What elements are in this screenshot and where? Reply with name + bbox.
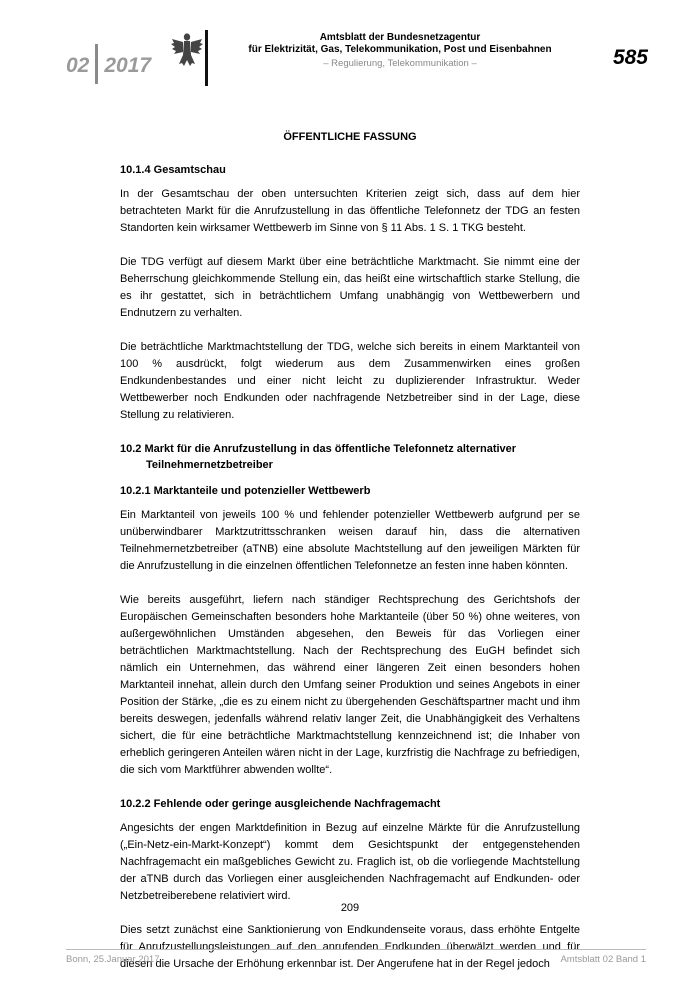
footer-divider bbox=[66, 949, 646, 950]
paragraph: Wie bereits ausgeführt, liefern nach ständiger Rechtsprechung des Gerichtshofs der Europäischen Gemeinschaften besonders hohe Marktanteile (über 50 %) ohne weiteres, von außergewöhnlichen Umständen abgesehen, den Beweis für das Vorliegen einer beträchtlichen Marktmachtstellung. Nach der Rechtsprechung des EuGH befindet sich nämlich ein Unternehmen, das während einer längeren Zeit einen besonders hohen Marktanteil innehat, allein durch den Umfang seiner Produktion und seines Angebots in einer Position der Stärke, „die es zu einem nicht zu übergehenden Geschäftspartner macht und ihm bereits deswegen, jedenfalls während relativ langer Zeit, die Unabhängigkeit des Verhaltens sichert, die für eine beträchtliche Marktmachtstellung kennzeichnend ist; die Inhaber von erheblich geringeren Anteilen wären nicht in der Lage, kurzfristig die Nachfrage zu befriedigen, die sich vom Marktführer abwenden wollte“. bbox=[120, 594, 580, 776]
paragraph: Die TDG verfügt auf diesem Markt über eine beträchtliche Marktmacht. Sie nimmt eine der Beherrschung gleichkommende Stellung ein, das heißt eine wirtschaftlich starke Stellung, die es ihr gestattet, sich in beträchtlichem Umfang unabhängig von Wettbewerbern und Endnutzern zu verhalten. bbox=[120, 256, 580, 319]
publication-subtitle: – Regulierung, Telekommunikation – bbox=[323, 58, 477, 69]
issue-year: 2017 bbox=[104, 54, 152, 77]
paragraph: Dies setzt zunächst eine Sanktionierung von Endkundenseite voraus, dass erhöhte Entgelte für Anrufzustellungsleistungen auf den anrufenden Endkunden überwälzt werden und für diesen die Ursache der Erhöhung erkennbar ist. Der Angerufene hat in der Regel jedoch bbox=[120, 924, 580, 970]
section-heading: 10.2 Markt für die Anrufzustellung in das öffentliche Telefonnetz alternativer Teilnehmernetzbetreiber bbox=[120, 443, 517, 471]
version-label: ÖFFENTLICHE FASSUNG bbox=[283, 131, 417, 143]
section-heading: 10.2.2 Fehlende oder geringe ausgleichende Nachfragemacht bbox=[120, 798, 441, 810]
footer-place-date: Bonn, 25.Januar 2017 bbox=[66, 954, 160, 965]
footer-volume: Amtsblatt 02 Band 1 bbox=[560, 954, 646, 965]
federal-eagle-icon bbox=[170, 30, 204, 68]
section-heading: 10.1.4 Gesamtschau bbox=[120, 164, 226, 176]
document-body bbox=[120, 162, 580, 990]
issue-number: 02 bbox=[66, 54, 90, 77]
paragraph: Angesichts der engen Marktdefinition in Bezug auf einzelne Märkte für die Anrufzustellung („Ein-Netz-ein-Markt-Konzept“) kommt dem Gesichtspunkt der entgegenstehenden Nachfragemacht ein maßgebliches Gewicht zu. Fraglich ist, ob die vorliegende Machtstellung der aTNB durch das Vorliegen einer ausgleichenden Nachfragemacht auf Endkunden- oder Netzbetreiberebene relativiert wird. bbox=[120, 822, 580, 902]
section-heading: 10.2.1 Marktanteile und potenzieller Wettbewerb bbox=[120, 485, 371, 497]
document-page-number: 209 bbox=[340, 902, 360, 914]
paragraph: In der Gesamtschau der oben untersuchten Kriterien zeigt sich, dass auf dem hier betrachteten Markt für die Anrufzustellung in das öffentliche Telefonnetz der TDG an festen Standorten kein wirksamer Wettbewerb im Sinne von § 11 Abs. 1 S. 1 TKG besteht. bbox=[120, 188, 580, 234]
title-line-1: Amtsblatt der Bundesnetzagentur bbox=[319, 32, 481, 43]
title-line-2: für Elektrizität, Gas, Telekommunikation, Post und Eisenbahnen bbox=[248, 44, 552, 55]
page-number: 585 bbox=[612, 46, 648, 69]
paragraph: Ein Marktanteil von jeweils 100 % und fehlender potenzieller Wettbewerb aufgrund per se unüberwindbarer Marktzutrittsschranken weisen darauf hin, dass die alternativen Teilnehmernetzbetreiber (aTNB) eine absolute Machtstellung auf den jeweiligen Märkten für die Anrufzustellung in die einzelnen öffentlichen Telefonnetze an festen inne haben könnten. bbox=[120, 509, 580, 572]
publication-title bbox=[230, 32, 570, 56]
issue-divider bbox=[95, 44, 98, 84]
paragraph: Die beträchtliche Marktmachtstellung der TDG, welche sich bereits in einem Marktanteil von 100 % ausdrückt, folgt wiederum aus dem Zusammenwirken eines großen Endkundenbestandes und einer nicht leicht zu duplizierender Infrastruktur. Weder Wettbewerber noch Endkunden oder nachfragende Netzbetreiber sind in der Lage, diese Stellung zu relativieren. bbox=[120, 341, 580, 421]
issue-label bbox=[66, 46, 151, 86]
emblem-bar bbox=[205, 30, 208, 86]
